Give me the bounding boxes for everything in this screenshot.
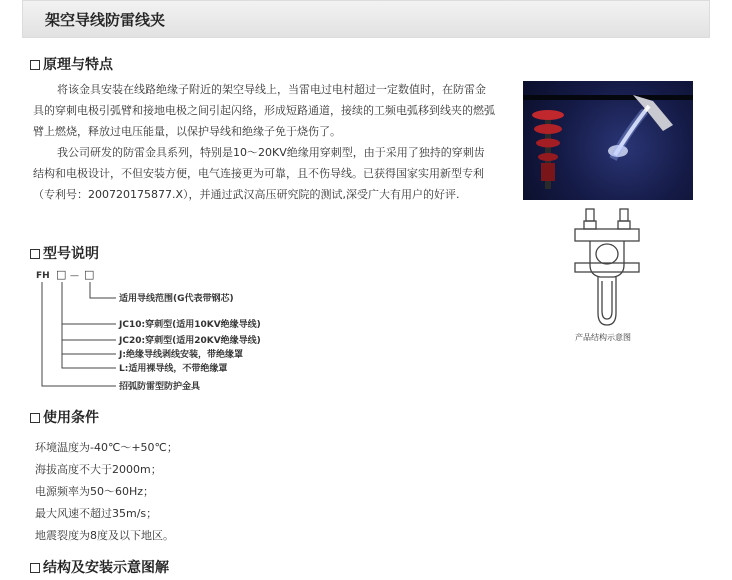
diagram-caption: 产品结构示意图 <box>575 333 631 342</box>
product-structure-diagram <box>560 205 680 330</box>
product-photo <box>523 81 693 200</box>
model-note-1: 适用导线范围(G代表带钢芯) <box>119 294 234 304</box>
condition-item-1: 环境温度为-40℃～+50℃； <box>35 441 178 454</box>
model-bracket-lines <box>42 282 116 386</box>
model-box-2: □ <box>84 268 95 281</box>
model-note-4: J:绝缘导线剥线安装，带绝缘罩 <box>119 350 243 360</box>
model-note-3: JC20:穿刺型(适用20KV绝缘导线) <box>119 336 261 346</box>
condition-item-2: 海拔高度不大于2000m； <box>35 463 162 476</box>
condition-item-3: 电源频率为50～60Hz； <box>35 485 155 498</box>
model-dash: — <box>70 271 79 281</box>
section-heading-structure: 结构及安装示意图解 <box>30 557 169 577</box>
checkbox-square-icon <box>30 563 40 573</box>
section-heading-conditions: 使用条件 <box>30 407 99 427</box>
principle-paragraph-2: 我公司研发的防雷金具系列，特别是10～20KV绝缘用穿刺型，由于采用了独持的穿刺齿结构和电极设计，不但安装方便，电气连接更为可靠，且不伤导线。已获得国家实用新型专利（专利号：200720175877.X），并通过武汉高压研究院的测试,深受广大有用户的好评. <box>33 146 485 201</box>
model-note-5: L:适用裸导线，不带绝缘罩 <box>119 364 228 374</box>
section-heading-principle: 原理与特点 <box>30 54 113 74</box>
checkbox-square-icon <box>30 60 40 70</box>
lightning-photo-illustration <box>523 81 693 200</box>
model-box-1: □ <box>56 268 67 281</box>
checkbox-square-icon <box>30 413 40 423</box>
principle-paragraph-1: 将该金具安装在线路绝缘子附近的架空导线上，当雷电过电村超过一定数值时，在防雷金具的穿刺电极引弧臂和接地电极之间引起闪络，形成短路通道，接续的工频电弧移到线夹的燃弧臂上燃烧，释放过电压能量，以保护导线和绝缘子免于烧伤了。 <box>33 83 495 138</box>
model-code-diagram <box>30 266 330 398</box>
section-heading-model: 型号说明 <box>30 243 99 263</box>
model-note-2: JC10:穿刺型(适用10KV绝缘导线) <box>119 320 261 330</box>
condition-item-5: 地震裂度为8度及以下地区。 <box>35 529 174 542</box>
model-prefix: FH <box>36 271 50 281</box>
model-note-6: 招弧防雷型防护金具 <box>119 382 201 392</box>
checkbox-square-icon <box>30 249 40 259</box>
page-title: 架空导线防雷线夹 <box>45 11 166 29</box>
title-bar <box>22 0 710 38</box>
condition-item-4: 最大风速不超过35m/s； <box>35 507 158 520</box>
principle-text <box>33 79 495 205</box>
